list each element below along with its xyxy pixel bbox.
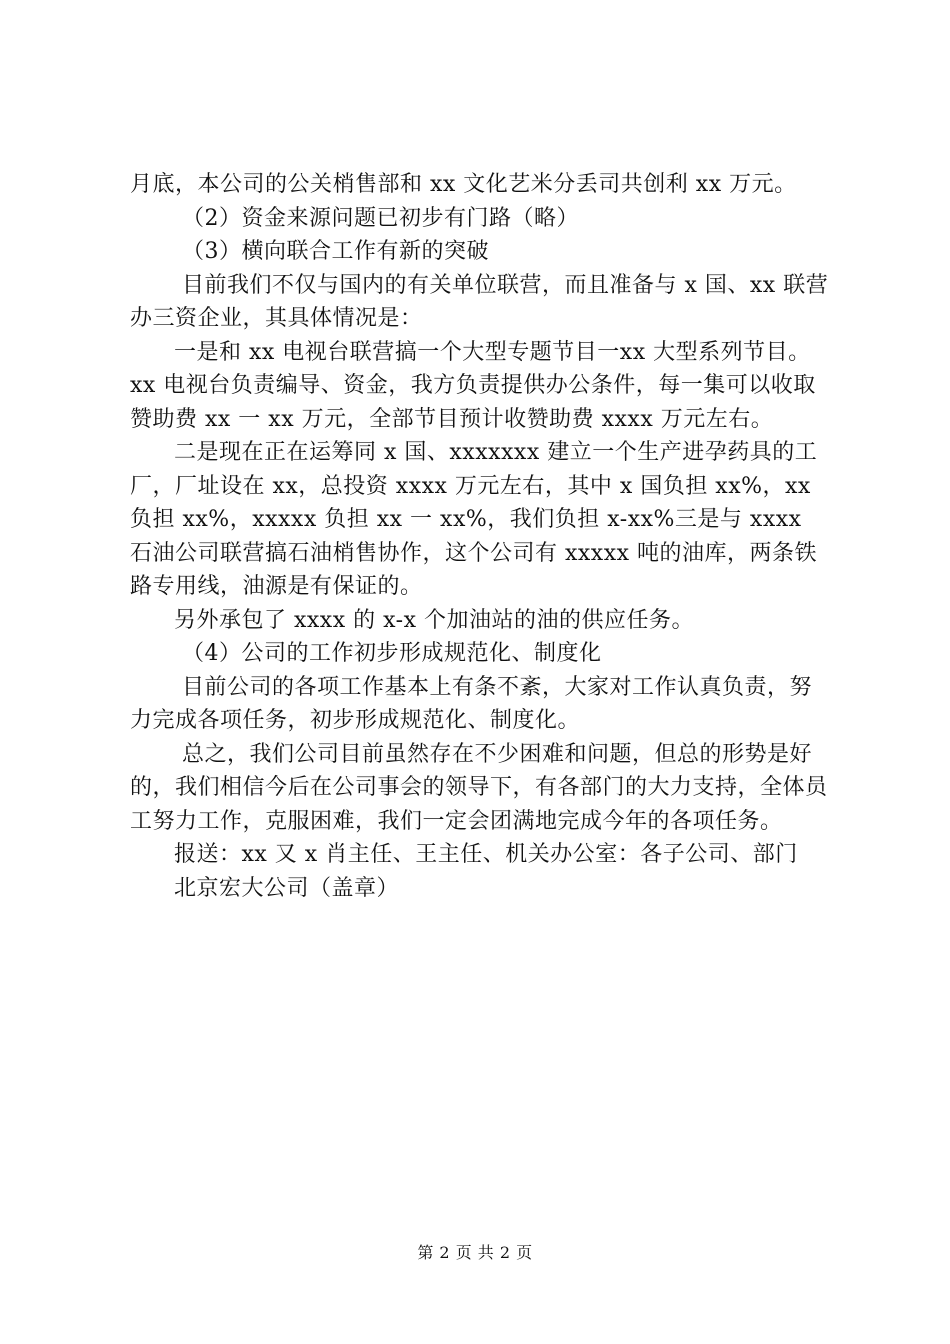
heading-funding-source: （2）资金来源问题已初步有门路（略）	[182, 205, 579, 231]
paragraph-factory-and-oil: 二是现在正在运筹同 x 国、xxxxxxx 建立一个生产进孕药具的工厂，厂址设在 xx，总投资 xxxx 万元左右，其中 x 国负担 xx%，xx 负担 xx%，xxxxx 负担 xx 一 xx%，我们负担 x-xx%三是与 xxxx 石油公司联营搞石油梢售协作，这个公司有 xxxxx 吨的油库，两条铁路专用线，油源是有保证的。	[130, 440, 819, 599]
paragraph-standardization: 目前公司的各项工作基本上有条不紊，大家对工作认真负责，努力完成各项任务，初步形成规范化、制度化。	[130, 674, 813, 733]
paragraph-signature: 北京宏大公司（盖章）	[174, 875, 400, 901]
document-body	[130, 168, 830, 905]
paragraph-tv-program: 一是和 xx 电视台联营搞一个大型专题节目一xx 大型系列节目。xx 电视台负责编导、资金，我方负责提供办公条件，每一集可以收取赞助费 xx 一 xx 万元，全部节目预计收赞助费 xxxx 万元左右。	[130, 339, 816, 432]
paragraph-gas-stations: 另外承包了 xxxx 的 x-x 个加油站的油的供应任务。	[174, 607, 694, 633]
paragraph-month-end-profit: 月底，本公司的公关梢售部和 xx 文化艺米分丢司共创利 xx 万元。	[130, 172, 797, 197]
heading-standardization: （4）公司的工作初步形成规范化、制度化	[182, 641, 602, 666]
page-number-label: 第 2 页 共 2 页	[417, 1243, 533, 1262]
heading-horizontal-cooperation: （3）横向联合工作有新的突破	[182, 239, 489, 264]
paragraph-joint-venture-intro: 目前我们不仅与国内的有关单位联营，而且准备与 x 国、xx 联营办三资企业，其具体情况是：	[130, 272, 829, 331]
paragraph-conclusion: 总之，我们公司目前虽然存在不少困难和问题，但总的形势是好的，我们相信今后在公司事会的领导下，有各部门的大力支持，全体员工努力工作，克服困难，我们一定会团满地完成今年的各项任务。	[130, 741, 828, 834]
paragraph-distribution: 报送：xx 又 x 肖主任、王主任、机关办公室：各子公司、部门	[174, 842, 798, 867]
page-footer	[0, 1240, 950, 1263]
